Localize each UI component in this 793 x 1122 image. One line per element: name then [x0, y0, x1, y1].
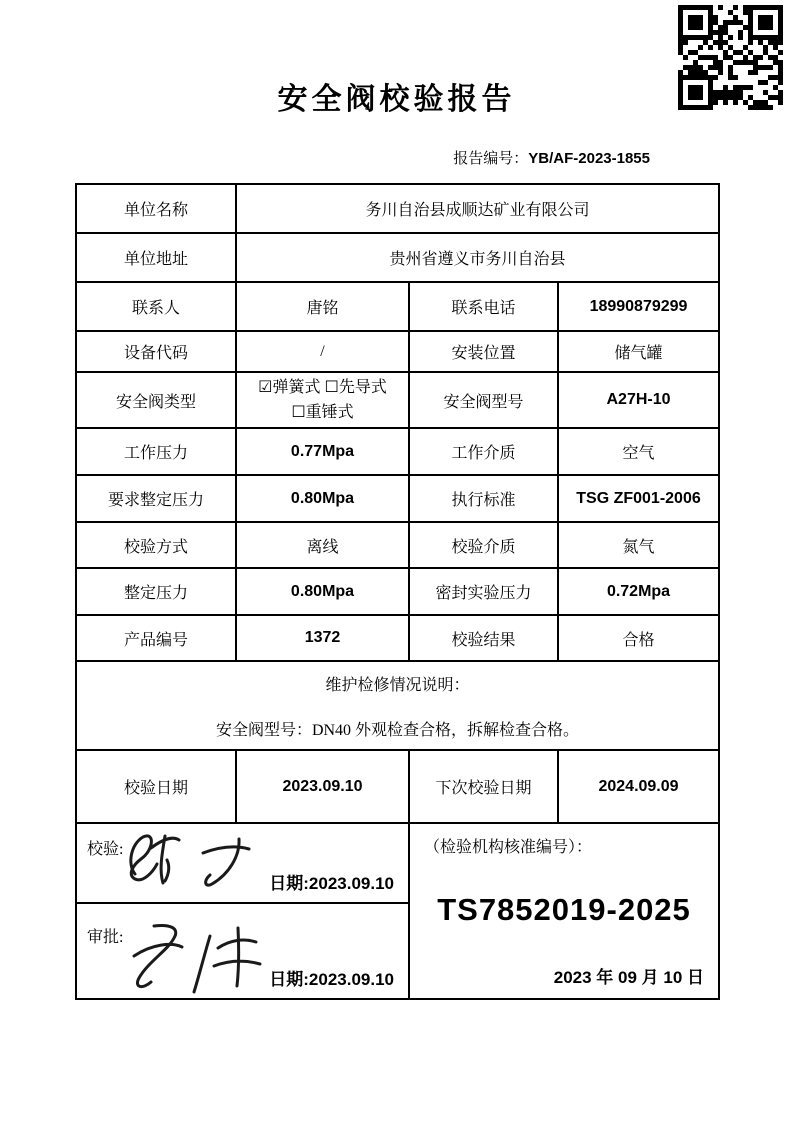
- field-unit-name-value: 务川自治县成顺达矿业有限公司: [236, 184, 719, 233]
- agency-approval-number: TS7852019-2025: [437, 892, 691, 927]
- field-calibration-date-value: 2023.09.10: [236, 750, 409, 823]
- field-valve-type-options: [236, 372, 409, 428]
- field-seal-test-pressure-value: 0.72Mpa: [558, 568, 719, 615]
- field-next-calibration-date-label: 下次校验日期: [409, 750, 558, 823]
- table-row: [76, 428, 719, 475]
- agency-header: （检验机构核准编号）：: [424, 839, 593, 856]
- field-unit-name-label: 单位名称: [76, 184, 236, 233]
- verify-date: 日期:2023.09.10: [269, 874, 394, 893]
- page-title: 安全阀校验报告: [277, 83, 516, 116]
- approve-signature-cell: [76, 903, 409, 999]
- field-device-code-value: /: [236, 331, 409, 372]
- field-product-no-value: 1372: [236, 615, 409, 661]
- field-standard-label: 执行标准: [409, 475, 558, 522]
- agency-date: 2023 年 09 月 10 日: [553, 968, 705, 987]
- field-working-pressure-value: 0.77Mpa: [236, 428, 409, 475]
- approve-label: 审批:: [87, 929, 124, 946]
- valve-type-option-spring: 弹簧式: [272, 379, 321, 396]
- verify-signature: [107, 826, 277, 894]
- maintenance-notes-title: 维护检修情况说明：: [325, 676, 470, 694]
- verify-signature-cell: [76, 823, 409, 903]
- checkbox-unchecked-icon: ☐: [291, 402, 306, 421]
- table-row: [76, 331, 719, 372]
- field-device-code-label: 设备代码: [76, 331, 236, 372]
- field-contact-value: 唐铭: [236, 282, 409, 331]
- report-number-value: YB/AF-2023-1855: [528, 150, 650, 167]
- report-number: [453, 147, 650, 168]
- field-set-pressure-label: 整定压力: [76, 568, 236, 615]
- maintenance-notes: [76, 661, 719, 750]
- report-number-label: 报告编号：: [453, 151, 529, 167]
- table-row: [76, 661, 719, 750]
- table-row: [76, 282, 719, 331]
- checkbox-checked-icon: ☑: [258, 377, 273, 396]
- maintenance-notes-detail: 安全阀型号：DN40 外观检查合格，拆解检查合格。: [215, 721, 580, 739]
- field-calibration-medium-label: 校验介质: [409, 522, 558, 568]
- table-row: [76, 823, 719, 903]
- field-working-medium-value: 空气: [558, 428, 719, 475]
- field-working-medium-label: 工作介质: [409, 428, 558, 475]
- field-seal-test-pressure-label: 密封实验压力: [409, 568, 558, 615]
- checkbox-unchecked-icon: ☐: [324, 377, 339, 396]
- field-product-no-label: 产品编号: [76, 615, 236, 661]
- field-phone-value: 18990879299: [558, 282, 719, 331]
- field-calibration-result-value: 合格: [558, 615, 719, 661]
- field-required-set-pressure-label: 要求整定压力: [76, 475, 236, 522]
- table-row: [76, 568, 719, 615]
- field-working-pressure-label: 工作压力: [76, 428, 236, 475]
- field-next-calibration-date-value: 2024.09.09: [558, 750, 719, 823]
- field-calibration-method-label: 校验方式: [76, 522, 236, 568]
- agency-approval-cell: [409, 823, 719, 999]
- field-calibration-result-label: 校验结果: [409, 615, 558, 661]
- field-calibration-date-label: 校验日期: [76, 750, 236, 823]
- field-contact-label: 联系人: [76, 282, 236, 331]
- verify-label: 校验:: [87, 841, 124, 858]
- field-unit-address-label: 单位地址: [76, 233, 236, 282]
- field-unit-address-value: 贵州省遵义市务川自治县: [236, 233, 719, 282]
- table-row: [76, 233, 719, 282]
- report-table: [75, 183, 720, 1000]
- table-row: [76, 750, 719, 823]
- table-row: [76, 475, 719, 522]
- field-valve-type-label: 安全阀类型: [76, 372, 236, 428]
- field-set-pressure-value: 0.80Mpa: [236, 568, 409, 615]
- approve-date: 日期:2023.09.10: [269, 970, 394, 989]
- field-calibration-method-value: 离线: [236, 522, 409, 568]
- valve-type-option-pilot: 先导式: [338, 379, 387, 396]
- field-install-location-value: 储气罐: [558, 331, 719, 372]
- field-required-set-pressure-value: 0.80Mpa: [236, 475, 409, 522]
- field-standard-value: TSG ZF001-2006: [558, 475, 719, 522]
- field-valve-model-label: 安全阀型号: [409, 372, 558, 428]
- field-calibration-medium-value: 氮气: [558, 522, 719, 568]
- field-phone-label: 联系电话: [409, 282, 558, 331]
- valve-type-option-weight: 重锤式: [305, 404, 354, 421]
- field-install-location-label: 安装位置: [409, 331, 558, 372]
- field-valve-model-value: A27H-10: [558, 372, 719, 428]
- table-row: [76, 184, 719, 233]
- table-row: [76, 372, 719, 428]
- table-row: [76, 522, 719, 568]
- table-row: [76, 615, 719, 661]
